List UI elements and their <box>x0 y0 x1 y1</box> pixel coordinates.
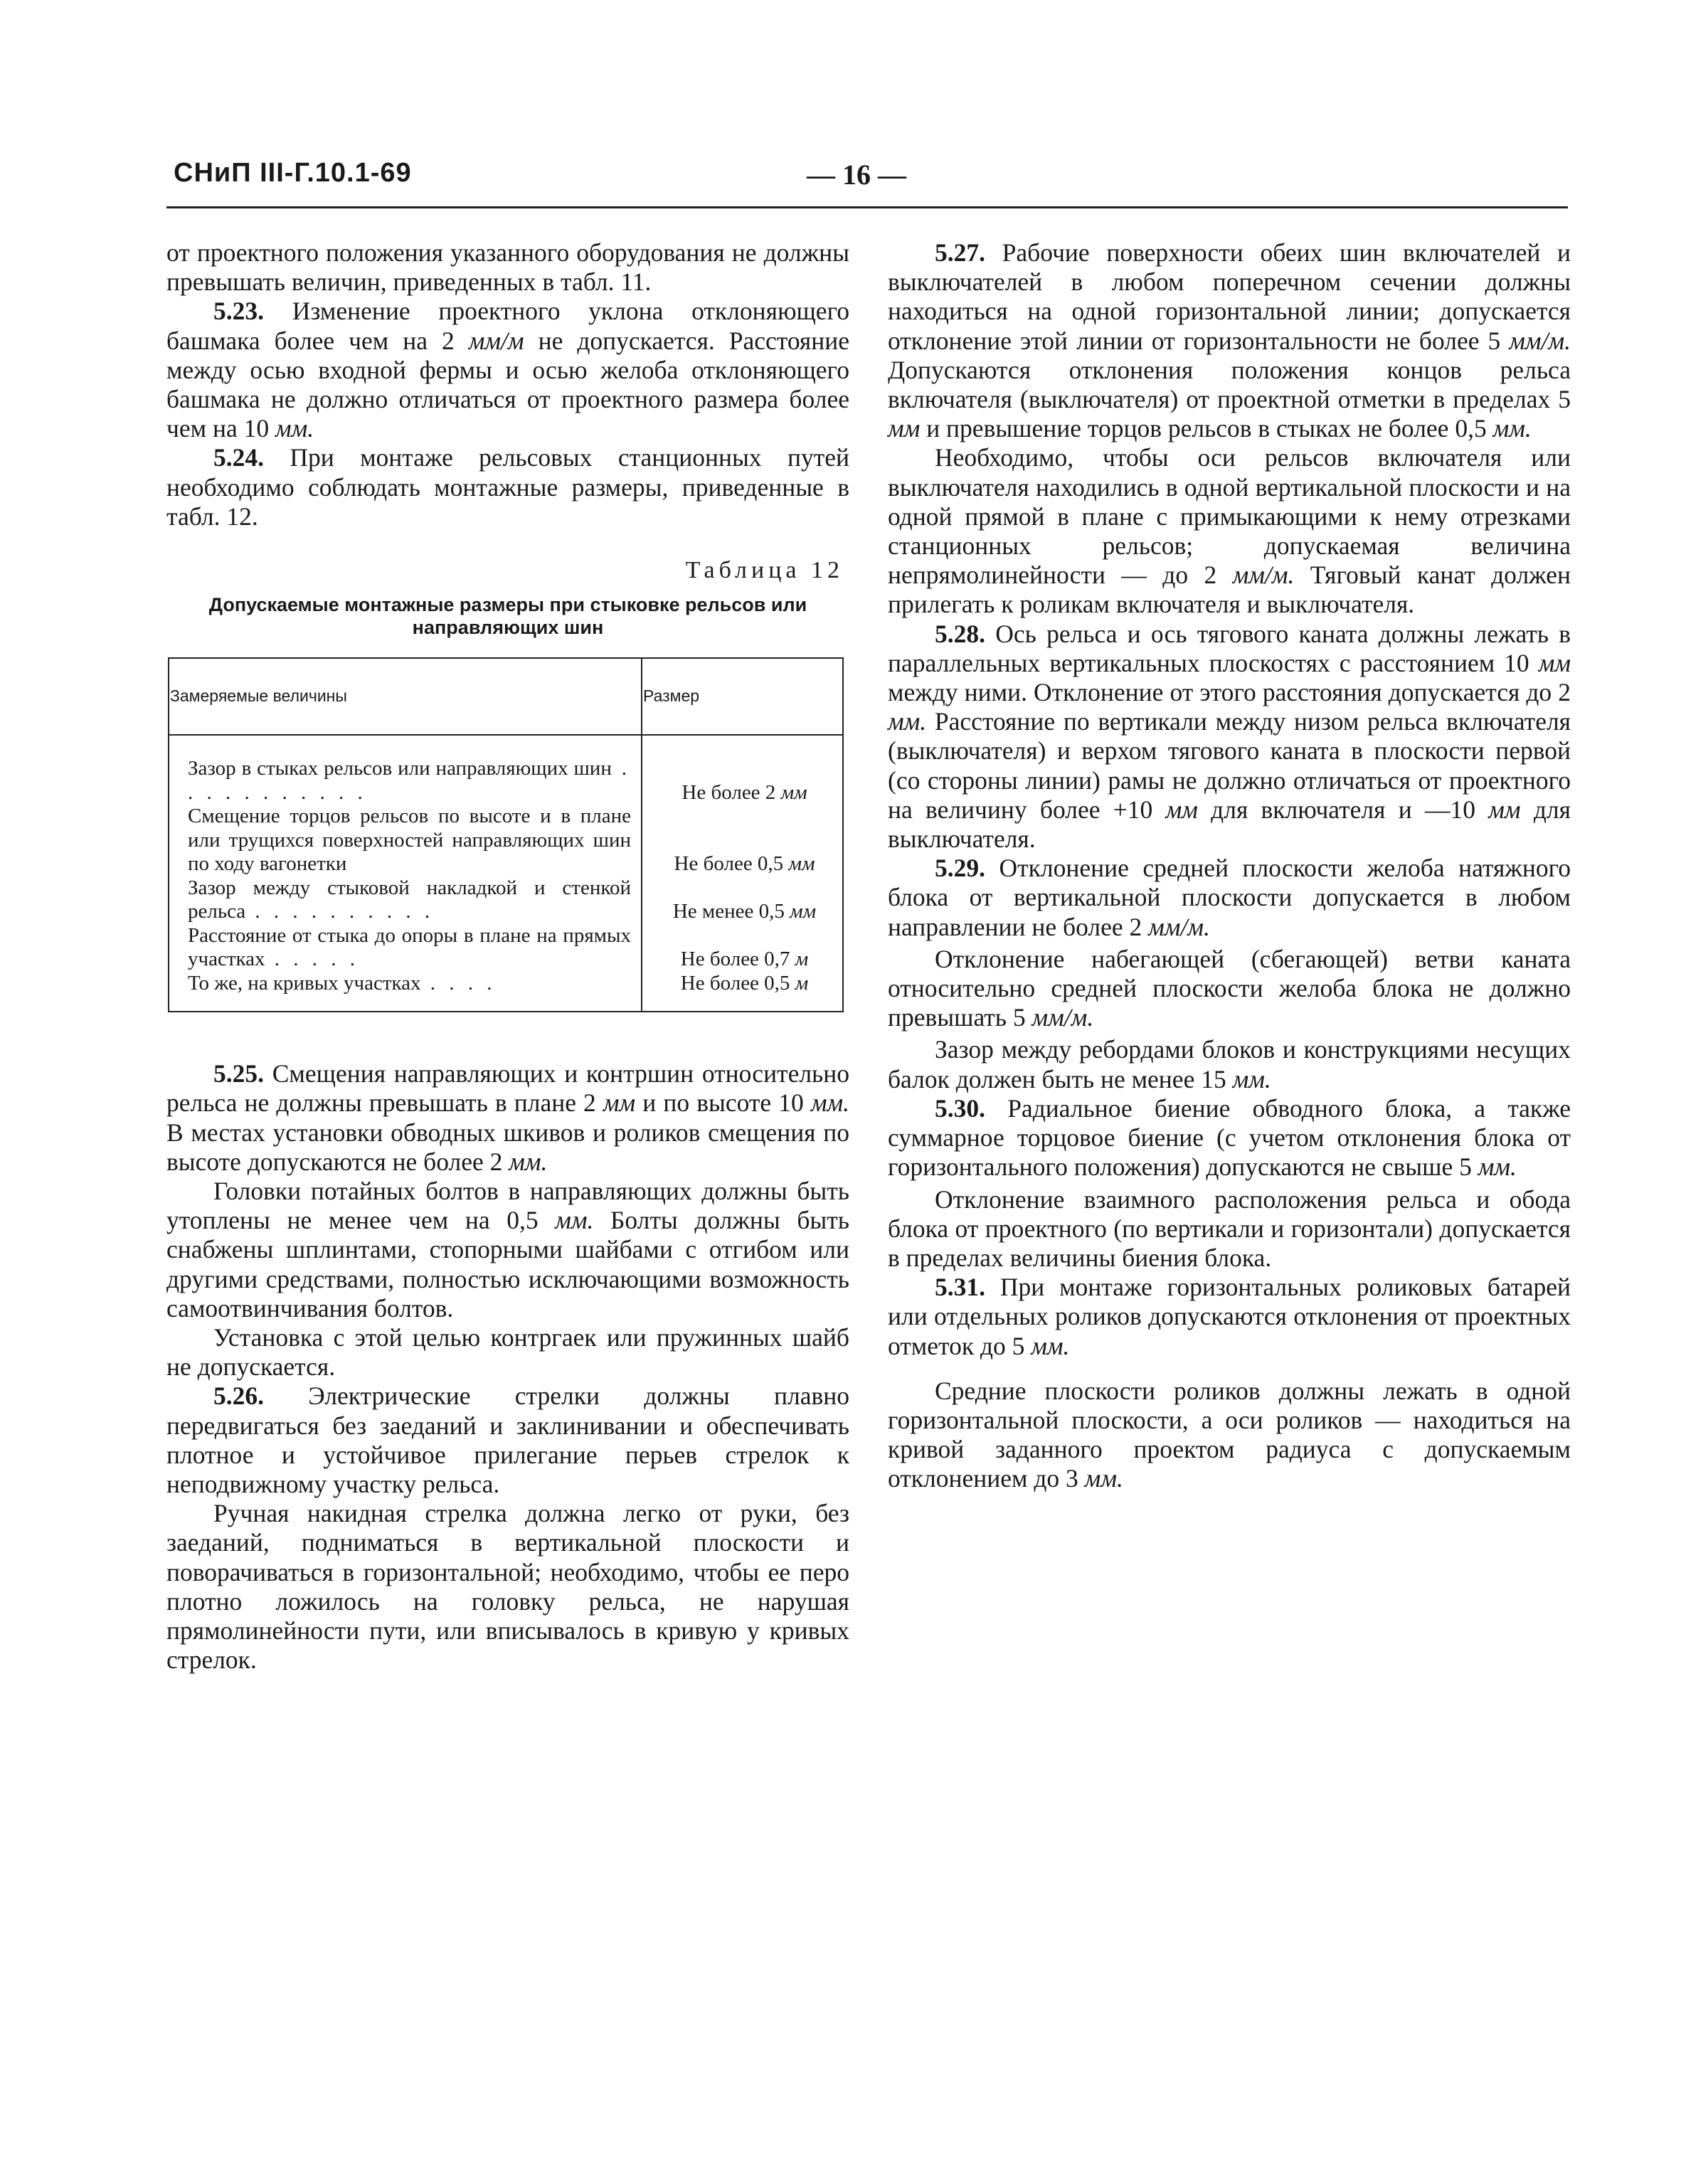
document-code: СНиП III-Г.10.1-69 <box>174 158 412 188</box>
paragraph-5-31: 5.31. При монтаже горизонтальных роликовых батарей или отдельных роликов допускаются отклонения от проектных отметок до 5 мм. <box>888 1273 1571 1360</box>
paragraph-5-25: 5.25. Смещения направляющих и контршин относительно рельса не должны превышать в плане 2 мм и по высоте 10 мм. В местах установки обводных шкивов и роликов смещения по высоте допускаются не более 2 мм. <box>166 1059 849 1176</box>
table-cell-value: Не более 2 мм <box>642 735 843 805</box>
paragraph-manual-switch: Ручная накидная стрелка должна легко от руки, без заеданий, подниматься в вертикальной плоскости и поворачиваться в горизонтальной; необходимо, чтобы ее перо плотно ложилось на головку рельса, не нарушая прямолинейности пути, или вписывалось в кривую у кривых стрелок. <box>166 1499 849 1675</box>
paragraph-5-23: 5.23. Изменение проектного уклона отклоняющего башмака более чем на 2 мм/м не допускается. Расстояние между осью входной фермы и осью желоба отклоняющего башмака не должно отличаться от проектного размера более чем на 10 мм. <box>166 297 849 443</box>
paragraph-rope-branch: Отклонение набегающей (сбегающей) ветви каната относительно средней плоскости желоба блока не должно превышать 5 мм/м. <box>888 944 1571 1032</box>
table-cell-name: Смещение торцов рельсов по высоте и в плане или трущихся поверхностей направляющих шин по ходу вагонетки <box>169 805 642 876</box>
table-cell-value: Не более 0,5 мм <box>642 805 843 876</box>
table-cell-name: То же, на кривых участках . . . . <box>169 972 642 1012</box>
paragraph-continuation: от проектного положения указанного оборудования не должны превышать величин, приведенных в табл. 11. <box>166 238 849 297</box>
left-column <box>166 238 849 1675</box>
header-rule <box>166 206 1568 208</box>
table-row <box>169 876 843 924</box>
paragraph-rim-deviation: Отклонение взаимного расположения рельса и обода блока от проектного (по вертикали и горизонтали) допускается в пределах величины биения блока. <box>888 1184 1571 1272</box>
paragraph-locknuts: Установка с этой целью контргаек или пружинных шайб не допускается. <box>166 1323 849 1382</box>
paragraph-5-29: 5.29. Отклонение средней плоскости желоба натяжного блока от вертикальной плоскости допускается в любом направлении не более 2 мм/м. <box>888 854 1571 941</box>
paragraph-5-28: 5.28. Ось рельса и ось тягового каната должны лежать в параллельных вертикальных плоскостях с расстоянием 10 мм между ними. Отклонение от этого расстояния допускается до 2 мм. Расстояние по вертикали между низом рельса включателя (выключателя) и верхом тягового каната в плоскости первой (со стороны линии) рамы не должно отличаться от проектного на величину более +10 мм для включателя и —10 мм для выключателя. <box>888 619 1571 854</box>
paragraph-flange-gap: Зазор между ребордами блоков и конструкциями несущих балок должен быть не менее 15 мм. <box>888 1035 1571 1093</box>
table-cell-value: Не менее 0,5 мм <box>642 876 843 924</box>
paragraph-5-26: 5.26. Электрические стрелки должны плавно передвигаться без заеданий и заклинивании и обеспечивать плотное и устойчивое прилегание перьев стрелок к неподвижному участку рельса. <box>166 1382 849 1499</box>
table-row <box>169 735 843 805</box>
table-row <box>169 805 843 876</box>
table-header-row <box>169 658 843 735</box>
table-cell-name: Расстояние от стыка до опоры в плане на прямых участках . . . . . <box>169 924 642 972</box>
table-cell-name: Зазор в стыках рельсов или направляющих шин . . . . . . . . . . . <box>169 735 642 805</box>
table-header-measured: Замеряемые величины <box>169 658 642 735</box>
paragraph-5-30: 5.30. Радиальное биение обводного блока, а также суммарное торцовое биение (с учетом отклонения блока от горизонтального положения) допускаются не свыше 5 мм. <box>888 1093 1571 1182</box>
table-title: Допускаемые монтажные размеры при стыковке рельсов или направляющих шин <box>208 594 807 639</box>
tolerance-table <box>168 657 844 1012</box>
paragraph-bolts: Головки потайных болтов в направляющих должны быть утоплены не менее чем на 0,5 мм. Болты должны быть снабжены шплинтами, стопорными шайбами с отгибом или другими средствами, полностью исключающими возможность самоотвинчивания болтов. <box>166 1177 849 1322</box>
page-number: — 16 — <box>807 159 906 191</box>
page-header <box>174 158 1568 196</box>
table-cell-name: Зазор между стыковой накладкой и стенкой рельса . . . . . . . . . . <box>169 876 642 924</box>
right-column <box>888 238 1571 1494</box>
table-header-size: Размер <box>642 658 843 735</box>
paragraph-roller-planes: Средние плоскости роликов должны лежать в одной горизонтальной плоскости, а оси роликов — находиться на кривой заданного проектом радиуса с допускаемым отклонением до 3 мм. <box>888 1376 1571 1493</box>
paragraph-5-27: 5.27. Рабочие поверхности обеих шин включателей и выключателей в любом поперечном сечении должны находиться на одной горизонтальной линии; допускается отклонение этой линии от горизонтальности не более 5 мм/м. Допускаются отклонения положения концов рельса включателя (выключателя) от проектной отметки в пределах 5 мм и превышение торцов рельсов в стыках не более 0,5 мм. <box>888 238 1571 443</box>
table-cell-value: Не более 0,7 м <box>642 924 843 972</box>
table-cell-value: Не более 0,5 м <box>642 972 843 1012</box>
table-row <box>169 972 843 1012</box>
paragraph-rail-axes: Необходимо, чтобы оси рельсов включателя или выключателя находились в одной вертикальной плоскости и на одной прямой в плане с примыкающими к нему отрезками станционных рельсов; допускаемая величина непрямолинейности — до 2 мм/м. Тяговый канат должен прилегать к роликам включателя и выключателя. <box>888 443 1571 619</box>
table-row <box>169 924 843 972</box>
paragraph-5-24: 5.24. При монтаже рельсовых станционных путей необходимо соблюдать монтажные размеры, приведенные в табл. 12. <box>166 443 849 531</box>
table-label: Таблица 12 <box>685 557 844 584</box>
